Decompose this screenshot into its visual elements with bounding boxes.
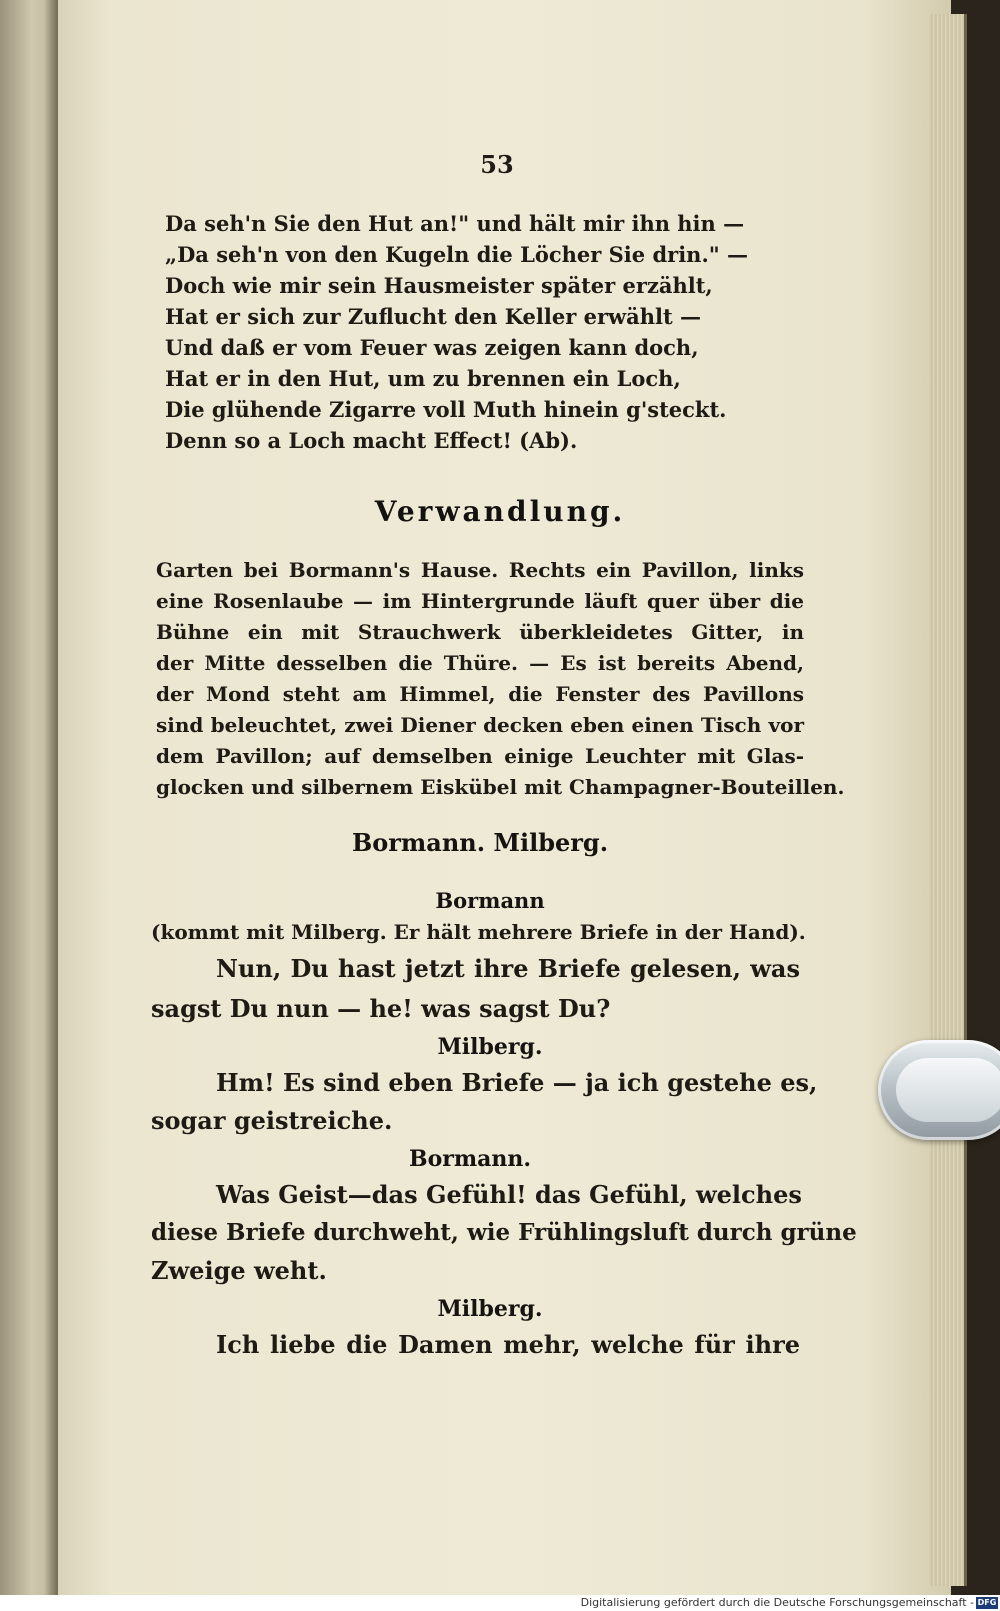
stage-direction-line: sind beleuchtet, zwei Diener decken eben einen Tisch vor	[156, 713, 804, 737]
digitization-footer	[0, 1595, 1000, 1611]
verse-line: Da seh'n Sie den Hut an!" und hält mir ihn hin —	[165, 211, 745, 236]
dialogue-line: Was Geist—das Gefühl! das Gefühl, welches	[216, 1180, 802, 1209]
stage-direction-line: der Mond steht am Himmel, die Fenster des Pavillons	[156, 682, 804, 706]
speaker-name: Milberg.	[437, 1296, 543, 1322]
page-number: 53	[480, 150, 514, 179]
speaker-direction: (kommt mit Milberg. Er hält mehrere Briefe in der Hand).	[151, 920, 806, 944]
dialogue-line: Zweige weht.	[151, 1256, 327, 1285]
dfg-logo: DFG	[977, 1598, 997, 1607]
dialogue-line: Hm! Es sind eben Briefe — ja ich gestehe es,	[216, 1068, 818, 1097]
verse-line: Die glühende Zigarre voll Muth hinein g'steckt.	[165, 397, 727, 422]
page-stack-edge	[930, 14, 967, 1586]
page-clip-inner	[896, 1058, 1000, 1122]
dialogue-line: sagst Du nun — he! was sagst Du?	[151, 994, 611, 1023]
dialogue-line: Nun, Du hast jetzt ihre Briefe gelesen, was	[216, 954, 800, 983]
characters-on-stage: Bormann. Milberg.	[351, 828, 609, 857]
stage-direction-line: der Mitte desselben die Thüre. — Es ist bereits Abend,	[156, 651, 804, 675]
dialogue-line: sogar geistreiche.	[151, 1106, 393, 1135]
stage-direction-line: Bühne ein mit Strauchwerk überkleidetes Gitter, in	[156, 620, 804, 644]
verse-line: Hat er sich zur Zuflucht den Keller erwählt —	[165, 304, 701, 329]
verse-line: Und daß er vom Feuer was zeigen kann doch,	[165, 335, 699, 360]
speaker-name: Bormann	[435, 888, 545, 913]
verse-line: Denn so a Loch macht Effect! (Ab).	[165, 428, 578, 453]
dialogue-line: Ich liebe die Damen mehr, welche für ihre	[216, 1330, 800, 1359]
verse-line: Hat er in den Hut, um zu brennen ein Loch,	[165, 366, 681, 391]
page-clip	[878, 1040, 1000, 1140]
stage-direction-line: eine Rosenlaube — im Hintergrunde läuft quer über die	[156, 589, 804, 613]
scene-heading: Verwandlung.	[374, 495, 626, 528]
stage-direction-line: dem Pavillon; auf demselben einige Leuchter mit Glas-	[156, 744, 804, 768]
verse-line: Doch wie mir sein Hausmeister später erzählt,	[165, 273, 713, 298]
stage-direction-line: glocken und silbernem Eiskübel mit Champagner-Bouteillen.	[156, 775, 845, 799]
speaker-name: Bormann.	[408, 1146, 532, 1172]
speaker-name: Milberg.	[437, 1034, 543, 1060]
verse-line: „Da seh'n von den Kugeln die Löcher Sie drin." —	[165, 242, 749, 267]
stage-direction-line: Garten bei Bormann's Hause. Rechts ein Pavillon, links	[156, 558, 804, 582]
dialogue-line: diese Briefe durchweht, wie Frühlingsluft durch grüne	[151, 1219, 857, 1246]
footer-text: Digitalisierung gefördert durch die Deutsche Forschungsgemeinschaft -	[580, 1596, 974, 1609]
